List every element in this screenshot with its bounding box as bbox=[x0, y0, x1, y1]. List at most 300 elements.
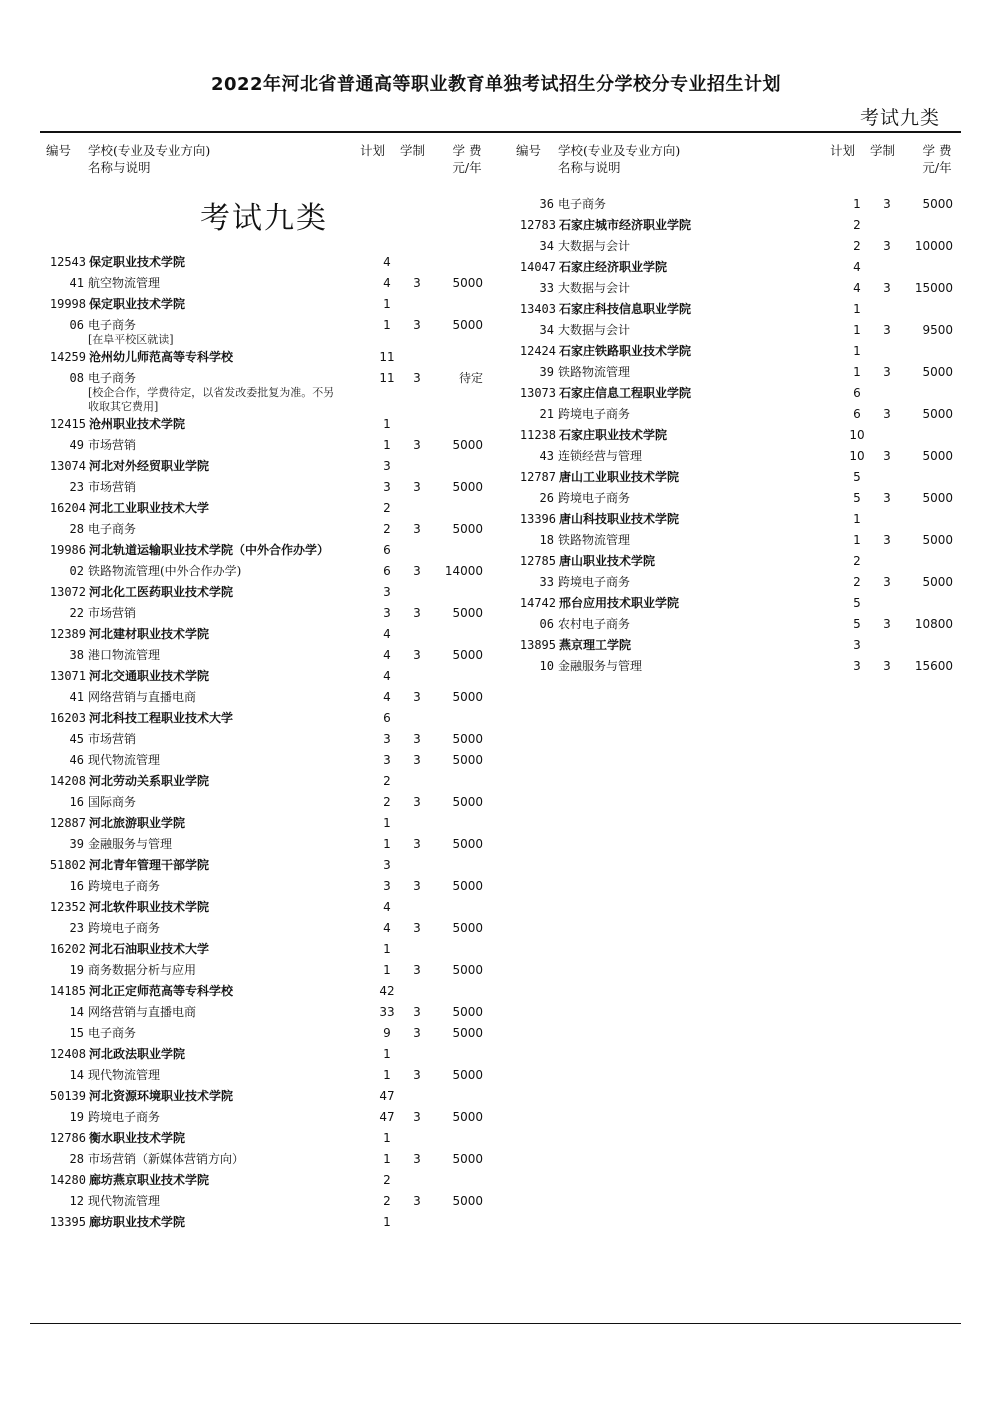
major-row bbox=[42, 876, 490, 897]
left-column bbox=[42, 142, 490, 1233]
major-fee: 5000 bbox=[452, 1152, 483, 1166]
school-name: 唐山科技职业技术学院 bbox=[559, 512, 680, 526]
major-plan: 2 bbox=[383, 522, 391, 536]
major-plan: 3 bbox=[383, 480, 391, 494]
major-plan: 1 bbox=[383, 318, 391, 332]
school-name: 河北软件职业技术学院 bbox=[89, 900, 210, 914]
school-plan: 6 bbox=[383, 543, 391, 557]
major-fee: 5000 bbox=[452, 276, 483, 290]
school-name: 河北资源环境职业技术学院 bbox=[89, 1089, 234, 1103]
major-plan: 6 bbox=[383, 564, 391, 578]
major-plan: 1 bbox=[853, 323, 861, 337]
major-code: 14 bbox=[69, 1005, 84, 1019]
school-name: 石家庄城市经济职业学院 bbox=[559, 218, 692, 232]
big-category-heading: 考试九类 bbox=[200, 201, 328, 236]
school-code: 19986 bbox=[49, 543, 86, 557]
major-row bbox=[512, 614, 960, 635]
major-name: 铁路物流管理(中外合作办学) bbox=[88, 564, 242, 578]
major-row bbox=[42, 561, 490, 582]
school-name: 沧州职业技术学院 bbox=[89, 417, 186, 431]
major-years: 3 bbox=[413, 522, 421, 536]
major-plan: 10 bbox=[849, 449, 865, 463]
major-row bbox=[512, 362, 960, 383]
major-years: 3 bbox=[413, 837, 421, 851]
school-code: 14280 bbox=[49, 1173, 86, 1187]
major-note: [在阜平校区就读] bbox=[88, 333, 174, 346]
major-name: 跨境电子商务 bbox=[558, 407, 631, 421]
school-plan: 6 bbox=[853, 386, 861, 400]
major-plan: 1 bbox=[383, 963, 391, 977]
major-fee: 5000 bbox=[452, 1110, 483, 1124]
major-row bbox=[42, 1065, 490, 1086]
school-plan: 1 bbox=[853, 344, 861, 358]
major-code: 19 bbox=[69, 963, 84, 977]
major-years: 3 bbox=[413, 1026, 421, 1040]
major-name: 现代物流管理 bbox=[88, 1194, 161, 1208]
school-name: 河北正定师范高等专科学校 bbox=[89, 984, 234, 998]
school-row bbox=[42, 456, 490, 477]
school-plan: 2 bbox=[383, 501, 391, 515]
major-years: 3 bbox=[883, 491, 891, 505]
header-name-line1: 学校(专业及专业方向) bbox=[558, 143, 681, 158]
major-code: 23 bbox=[69, 921, 84, 935]
school-plan: 5 bbox=[853, 470, 861, 484]
major-years: 3 bbox=[413, 564, 421, 578]
header-fee-line1: 学 费 bbox=[922, 143, 952, 158]
school-row bbox=[512, 215, 960, 236]
major-years: 3 bbox=[883, 239, 891, 253]
major-row bbox=[512, 320, 960, 341]
major-name: 跨境电子商务 bbox=[88, 879, 161, 893]
major-name: 铁路物流管理 bbox=[558, 365, 631, 379]
major-plan: 5 bbox=[853, 491, 861, 505]
major-code: 22 bbox=[69, 606, 84, 620]
school-name: 邢台应用技术职业学院 bbox=[559, 596, 680, 610]
major-plan: 9 bbox=[383, 1026, 391, 1040]
major-code: 02 bbox=[69, 564, 84, 578]
major-fee: 5000 bbox=[922, 449, 953, 463]
major-years: 3 bbox=[883, 407, 891, 421]
major-fee: 5000 bbox=[452, 606, 483, 620]
major-years: 3 bbox=[413, 921, 421, 935]
major-plan: 33 bbox=[379, 1005, 395, 1019]
major-code: 46 bbox=[69, 753, 84, 767]
major-row bbox=[42, 918, 490, 939]
school-row bbox=[42, 1044, 490, 1065]
school-plan: 3 bbox=[383, 459, 391, 473]
major-fee: 5000 bbox=[452, 1068, 483, 1082]
school-plan: 4 bbox=[853, 260, 861, 274]
major-row bbox=[42, 729, 490, 750]
header-fee-line2: 元/年 bbox=[922, 160, 952, 175]
major-plan: 2 bbox=[383, 795, 391, 809]
major-years: 3 bbox=[413, 438, 421, 452]
major-code: 08 bbox=[69, 371, 84, 385]
major-fee: 5000 bbox=[452, 438, 483, 452]
major-row bbox=[42, 1191, 490, 1212]
major-years: 3 bbox=[883, 197, 891, 211]
major-plan: 1 bbox=[853, 197, 861, 211]
major-years: 3 bbox=[413, 371, 421, 385]
major-row bbox=[42, 1149, 490, 1170]
major-code: 39 bbox=[69, 837, 84, 851]
school-name: 河北青年管理干部学院 bbox=[89, 858, 210, 872]
major-fee: 5000 bbox=[452, 690, 483, 704]
school-row bbox=[42, 540, 490, 561]
school-row bbox=[42, 414, 490, 435]
major-name: 现代物流管理 bbox=[88, 753, 161, 767]
major-plan: 1 bbox=[853, 365, 861, 379]
major-row bbox=[512, 446, 960, 467]
school-plan: 4 bbox=[383, 669, 391, 683]
major-row bbox=[42, 1002, 490, 1023]
major-years: 3 bbox=[413, 732, 421, 746]
school-name: 河北工业职业技术大学 bbox=[89, 501, 210, 515]
major-years: 3 bbox=[883, 533, 891, 547]
school-plan: 2 bbox=[853, 218, 861, 232]
school-code: 14185 bbox=[49, 984, 86, 998]
major-fee: 5000 bbox=[452, 480, 483, 494]
school-plan: 1 bbox=[383, 1215, 391, 1229]
major-years: 3 bbox=[413, 1152, 421, 1166]
school-name: 沧州幼儿师范高等专科学校 bbox=[89, 350, 234, 364]
school-name: 石家庄经济职业学院 bbox=[559, 260, 668, 274]
major-code: 18 bbox=[539, 533, 554, 547]
major-plan: 4 bbox=[383, 921, 391, 935]
right-rows bbox=[512, 194, 960, 677]
major-years: 3 bbox=[413, 879, 421, 893]
major-row bbox=[512, 194, 960, 215]
major-code: 26 bbox=[539, 491, 554, 505]
major-row bbox=[42, 960, 490, 981]
school-plan: 2 bbox=[383, 1173, 391, 1187]
school-code: 50139 bbox=[49, 1089, 86, 1103]
major-years: 3 bbox=[413, 795, 421, 809]
major-plan: 4 bbox=[383, 690, 391, 704]
major-fee: 5000 bbox=[452, 648, 483, 662]
school-plan: 1 bbox=[853, 302, 861, 316]
major-years: 3 bbox=[413, 1194, 421, 1208]
major-name: 市场营销 bbox=[88, 480, 137, 494]
school-name: 廊坊燕京职业技术学院 bbox=[89, 1173, 210, 1187]
school-code: 13072 bbox=[49, 585, 86, 599]
major-fee: 待定 bbox=[458, 371, 483, 385]
major-name: 国际商务 bbox=[88, 795, 137, 809]
major-plan: 3 bbox=[383, 606, 391, 620]
major-note: [校企合作，学费待定，以省发改委批复为准。不另收取其它费用] bbox=[88, 386, 335, 413]
school-code: 13395 bbox=[49, 1215, 86, 1229]
major-fee: 5000 bbox=[922, 575, 953, 589]
school-row bbox=[512, 299, 960, 320]
header-name-line2: 名称与说明 bbox=[88, 160, 151, 175]
school-row bbox=[42, 666, 490, 687]
school-plan: 1 bbox=[383, 297, 391, 311]
header-fee bbox=[917, 142, 957, 176]
school-code: 13071 bbox=[49, 669, 86, 683]
major-code: 49 bbox=[69, 438, 84, 452]
major-name: 市场营销 bbox=[88, 732, 137, 746]
major-name: 现代物流管理 bbox=[88, 1068, 161, 1082]
school-row bbox=[42, 347, 490, 368]
school-name: 燕京理工学院 bbox=[559, 638, 632, 652]
school-row bbox=[42, 708, 490, 729]
major-name: 网络营销与直播电商 bbox=[88, 690, 197, 704]
major-row bbox=[42, 645, 490, 666]
school-name: 河北交通职业技术学院 bbox=[89, 669, 210, 683]
major-plan: 1 bbox=[383, 837, 391, 851]
major-years: 3 bbox=[413, 690, 421, 704]
school-plan: 1 bbox=[383, 1047, 391, 1061]
header-code: 编号 bbox=[46, 143, 72, 158]
major-code: 10 bbox=[539, 659, 554, 673]
school-row bbox=[42, 939, 490, 960]
major-name: 电子商务 bbox=[88, 1026, 137, 1040]
major-years: 3 bbox=[883, 617, 891, 631]
school-row bbox=[512, 257, 960, 278]
school-code: 14047 bbox=[519, 260, 556, 274]
major-code: 15 bbox=[69, 1026, 84, 1040]
major-name: 电子商务 bbox=[88, 371, 137, 385]
major-row bbox=[42, 1023, 490, 1044]
major-years: 3 bbox=[413, 1110, 421, 1124]
school-code: 13895 bbox=[519, 638, 556, 652]
school-plan: 2 bbox=[853, 554, 861, 568]
column-header bbox=[512, 142, 960, 186]
school-row bbox=[42, 771, 490, 792]
major-name: 航空物流管理 bbox=[88, 276, 161, 290]
school-code: 12786 bbox=[49, 1131, 86, 1145]
school-name: 唐山工业职业技术学院 bbox=[559, 470, 680, 484]
major-code: 41 bbox=[69, 690, 84, 704]
major-name: 港口物流管理 bbox=[88, 648, 161, 662]
major-plan: 6 bbox=[853, 407, 861, 421]
school-name: 廊坊职业技术学院 bbox=[89, 1215, 186, 1229]
school-row bbox=[512, 509, 960, 530]
major-row bbox=[42, 750, 490, 771]
school-name: 河北劳动关系职业学院 bbox=[89, 774, 210, 788]
school-row bbox=[42, 981, 490, 1002]
major-code: 34 bbox=[539, 239, 554, 253]
major-row bbox=[42, 435, 490, 456]
document-title: 2022年河北省普通高等职业教育单独考试招生分学校分专业招生计划 bbox=[210, 74, 782, 95]
school-code: 12783 bbox=[519, 218, 556, 232]
school-code: 12352 bbox=[49, 900, 86, 914]
header-code: 编号 bbox=[516, 143, 542, 158]
major-code: 41 bbox=[69, 276, 84, 290]
school-plan: 1 bbox=[383, 1131, 391, 1145]
major-code: 16 bbox=[69, 879, 84, 893]
major-years: 3 bbox=[883, 281, 891, 295]
header-years: 学制 bbox=[400, 143, 426, 158]
major-fee: 5000 bbox=[452, 879, 483, 893]
major-name: 铁路物流管理 bbox=[558, 533, 631, 547]
school-name: 石家庄铁路职业技术学院 bbox=[559, 344, 692, 358]
top-rule bbox=[40, 131, 961, 133]
major-code: 21 bbox=[539, 407, 554, 421]
major-name: 市场营销（新媒体营销方向） bbox=[88, 1152, 245, 1166]
school-name: 河北轨道运输职业技术学院（中外合作办学） bbox=[89, 543, 330, 557]
major-name: 跨境电子商务 bbox=[558, 491, 631, 505]
major-years: 3 bbox=[883, 323, 891, 337]
major-plan: 5 bbox=[853, 617, 861, 631]
major-fee: 5000 bbox=[922, 407, 953, 421]
school-row bbox=[512, 425, 960, 446]
school-row bbox=[512, 593, 960, 614]
major-name: 农村电子商务 bbox=[558, 617, 631, 631]
school-row bbox=[42, 498, 490, 519]
school-row bbox=[42, 813, 490, 834]
school-name: 衡水职业技术学院 bbox=[89, 1131, 186, 1145]
column-header bbox=[42, 142, 490, 186]
header-fee bbox=[447, 142, 487, 176]
major-code: 39 bbox=[539, 365, 554, 379]
major-fee: 15000 bbox=[914, 281, 953, 295]
school-code: 12424 bbox=[519, 344, 556, 358]
major-row bbox=[42, 315, 490, 347]
school-plan: 3 bbox=[853, 638, 861, 652]
major-code: 06 bbox=[69, 318, 84, 332]
major-plan: 3 bbox=[383, 732, 391, 746]
school-plan: 1 bbox=[853, 512, 861, 526]
school-name: 石家庄信息工程职业学院 bbox=[559, 386, 692, 400]
header-plan: 计划 bbox=[360, 143, 386, 158]
major-years: 3 bbox=[883, 365, 891, 379]
major-row bbox=[42, 477, 490, 498]
major-code: 16 bbox=[69, 795, 84, 809]
school-code: 12389 bbox=[49, 627, 86, 641]
major-row bbox=[42, 368, 490, 414]
major-fee: 15600 bbox=[914, 659, 953, 673]
school-row bbox=[42, 1170, 490, 1191]
major-name: 市场营销 bbox=[88, 438, 137, 452]
school-plan: 3 bbox=[383, 858, 391, 872]
school-plan: 5 bbox=[853, 596, 861, 610]
major-plan: 4 bbox=[383, 276, 391, 290]
major-code: 06 bbox=[539, 617, 554, 631]
major-row bbox=[42, 792, 490, 813]
major-fee: 5000 bbox=[922, 365, 953, 379]
school-name: 石家庄职业技术学院 bbox=[559, 428, 668, 442]
school-name: 唐山职业技术学院 bbox=[559, 554, 656, 568]
school-name: 河北化工医药职业技术学院 bbox=[89, 585, 234, 599]
major-name: 市场营销 bbox=[88, 606, 137, 620]
major-fee: 10000 bbox=[914, 239, 953, 253]
school-plan: 4 bbox=[383, 900, 391, 914]
school-code: 14742 bbox=[519, 596, 556, 610]
major-plan: 2 bbox=[853, 239, 861, 253]
major-row bbox=[512, 278, 960, 299]
school-plan: 1 bbox=[383, 816, 391, 830]
school-code: 13403 bbox=[519, 302, 556, 316]
major-code: 14 bbox=[69, 1068, 84, 1082]
school-code: 12543 bbox=[49, 255, 86, 269]
major-fee: 9500 bbox=[922, 323, 953, 337]
major-plan: 1 bbox=[853, 533, 861, 547]
major-plan: 1 bbox=[383, 1068, 391, 1082]
school-code: 12785 bbox=[519, 554, 556, 568]
school-code: 51802 bbox=[49, 858, 86, 872]
school-code: 12408 bbox=[49, 1047, 86, 1061]
major-plan: 1 bbox=[383, 438, 391, 452]
school-row bbox=[42, 897, 490, 918]
school-name: 河北建材职业技术学院 bbox=[89, 627, 210, 641]
major-code: 19 bbox=[69, 1110, 84, 1124]
major-fee: 5000 bbox=[452, 837, 483, 851]
major-fee: 5000 bbox=[452, 522, 483, 536]
major-row bbox=[42, 273, 490, 294]
major-fee: 5000 bbox=[452, 753, 483, 767]
right-column bbox=[512, 142, 960, 677]
major-code: 33 bbox=[539, 575, 554, 589]
major-fee: 5000 bbox=[922, 197, 953, 211]
header-name-line1: 学校(专业及专业方向) bbox=[88, 143, 211, 158]
major-fee: 5000 bbox=[452, 921, 483, 935]
major-name: 商务数据分析与应用 bbox=[88, 963, 197, 977]
major-row bbox=[42, 834, 490, 855]
school-plan: 6 bbox=[383, 711, 391, 725]
major-plan: 4 bbox=[383, 648, 391, 662]
major-code: 36 bbox=[539, 197, 554, 211]
header-name bbox=[88, 142, 210, 176]
school-plan: 1 bbox=[383, 417, 391, 431]
school-row bbox=[42, 252, 490, 273]
major-row bbox=[512, 236, 960, 257]
school-code: 16202 bbox=[49, 942, 86, 956]
school-row bbox=[42, 1212, 490, 1233]
major-code: 28 bbox=[69, 1152, 84, 1166]
major-name: 连锁经营与管理 bbox=[558, 449, 643, 463]
major-years: 3 bbox=[413, 480, 421, 494]
major-years: 3 bbox=[413, 276, 421, 290]
school-plan: 4 bbox=[383, 255, 391, 269]
major-name: 网络营销与直播电商 bbox=[88, 1005, 197, 1019]
school-code: 13396 bbox=[519, 512, 556, 526]
school-code: 19998 bbox=[49, 297, 86, 311]
header-plan: 计划 bbox=[830, 143, 856, 158]
major-fee: 5000 bbox=[922, 491, 953, 505]
major-years: 3 bbox=[883, 575, 891, 589]
school-code: 13073 bbox=[519, 386, 556, 400]
school-name: 河北政法职业学院 bbox=[89, 1047, 186, 1061]
major-name: 跨境电子商务 bbox=[558, 575, 631, 589]
major-row bbox=[512, 656, 960, 677]
major-plan: 3 bbox=[383, 753, 391, 767]
school-plan: 4 bbox=[383, 627, 391, 641]
school-code: 12415 bbox=[49, 417, 86, 431]
school-name: 河北旅游职业学院 bbox=[89, 816, 186, 830]
major-row bbox=[42, 519, 490, 540]
major-name: 电子商务 bbox=[88, 522, 137, 536]
header-years: 学制 bbox=[870, 143, 896, 158]
major-row bbox=[512, 488, 960, 509]
school-row bbox=[512, 551, 960, 572]
major-code: 34 bbox=[539, 323, 554, 337]
header-fee-line2: 元/年 bbox=[452, 160, 482, 175]
major-name: 大数据与会计 bbox=[558, 239, 631, 253]
major-fee: 5000 bbox=[452, 318, 483, 332]
school-row bbox=[512, 467, 960, 488]
school-plan: 3 bbox=[383, 585, 391, 599]
school-code: 11238 bbox=[519, 428, 556, 442]
school-name: 河北对外经贸职业学院 bbox=[89, 459, 210, 473]
school-plan: 42 bbox=[379, 984, 395, 998]
school-row bbox=[512, 635, 960, 656]
major-plan: 1 bbox=[383, 1152, 391, 1166]
major-name: 跨境电子商务 bbox=[88, 1110, 161, 1124]
school-code: 12787 bbox=[519, 470, 556, 484]
school-plan: 11 bbox=[379, 350, 395, 364]
school-row bbox=[42, 1086, 490, 1107]
